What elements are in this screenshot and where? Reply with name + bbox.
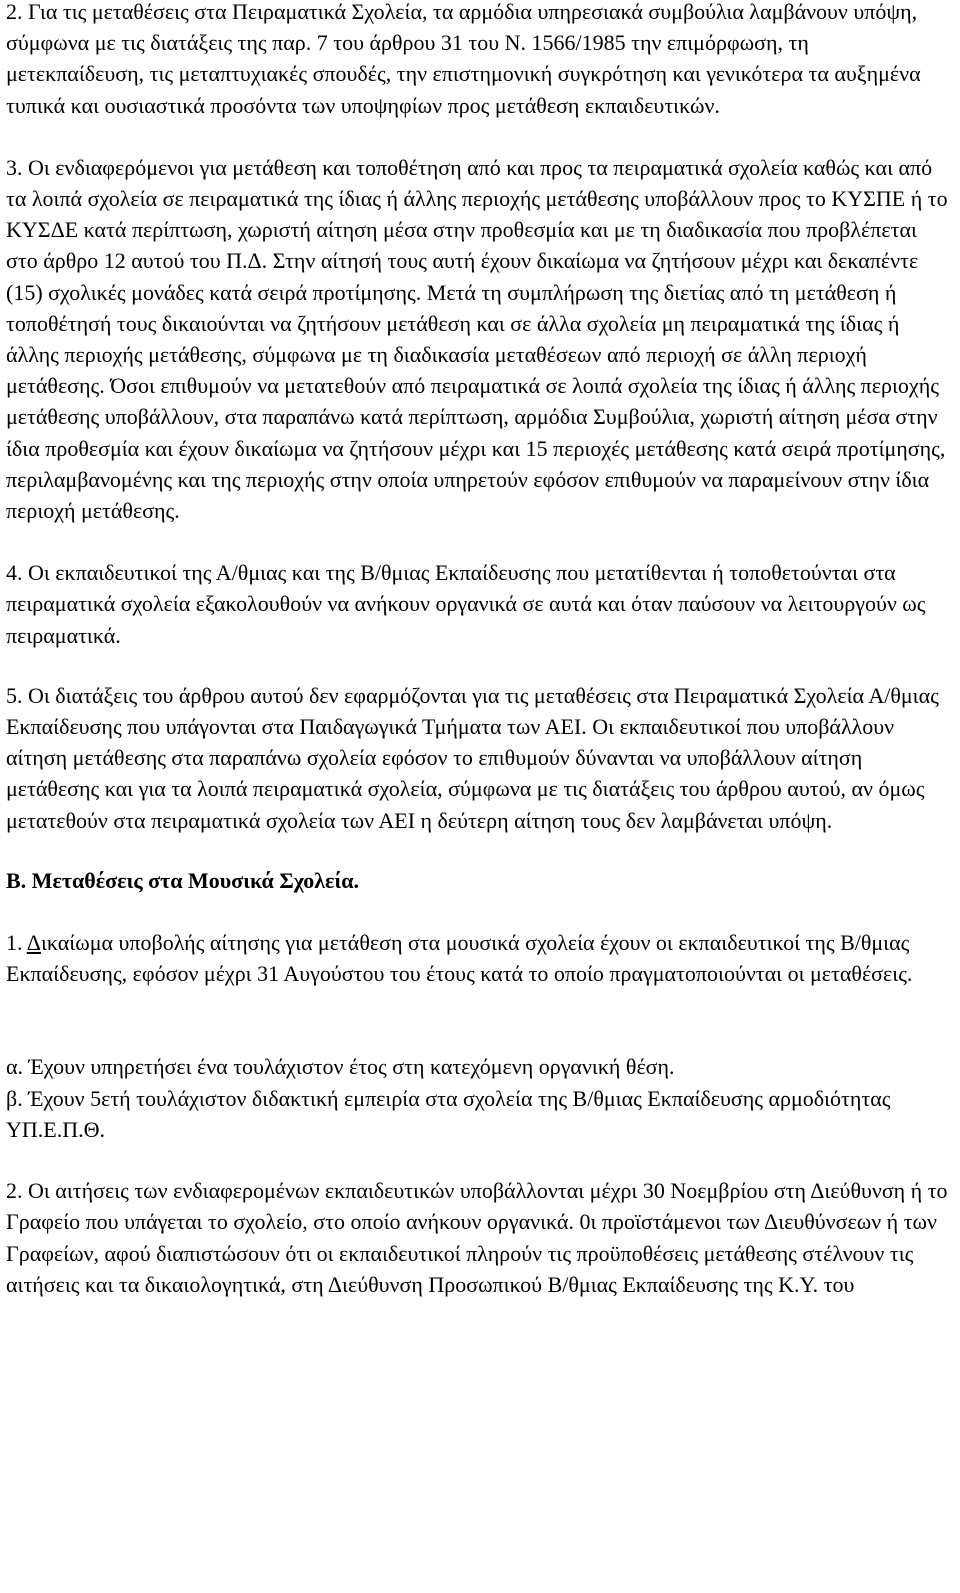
paragraph-3: 3. Οι ενδιαφερόμενοι για μετάθεση και τοποθέτηση από και προς τα πειραματικά σχολεία καθώς και από τα λοιπά σχολεία σε πειραματικά της ίδιας ή άλλης περιοχής μετάθεσης υποβάλλουν προς το ΚΥΣΠΕ ή το ΚΥΣΔΕ κατά περίπτωση, χωριστή αίτηση μέσα στην προθεσμία και με τη διαδικασία που προβλέπεται στο άρθρο 12 αυτού του Π.Δ. Στην αίτησή τους αυτή έχουν δικαίωμα να ζητήσουν μέχρι και δεκαπέντε (15) σχολικές μονάδες κατά σειρά προτίμησης. Μετά τη συμπλήρωση της διετίας από τη μετάθεση ή τοποθέτησή τους δικαιούνται να ζητήσουν μετάθεση και σε άλλα σχολεία μη πειραματικά της ίδιας ή άλλης περιοχής μετάθεσης, σύμφωνα με τη διαδικασία μεταθέσεων από περιοχή σε άλλη περιοχή μετάθεσης. Όσοι επιθυμούν να μετατεθούν από πειραματικά σε λοιπά σχολεία της ίδιας ή άλλης περιοχής μετάθεσης υποβάλλουν, στα παραπάνω κατά περίπτωση, αρμόδια Συμβούλια, χωριστή αίτηση μέσα στην ίδια προθεσμία και έχουν δικαίωμα να ζητήσουν μέχρι και 15 περιοχές μετάθεσης κατά σειρά προτίμησης, περιλαμβανομένης και της περιοχής στην οποία υπηρετούν εφόσον επιθυμούν να παραμείνουν στην ίδια περιοχή μετάθεσης. [6, 154, 948, 524]
paragraph-b1-underlined-letter: Δ [26, 930, 41, 956]
paragraph-5: 5. Οι διατάξεις του άρθρου αυτού δεν εφαρμόζονται για τις μεταθέσεις στα Πειραματικά Σχολεία Α/θμιας Εκπαίδευσης που υπάγονται στα Παιδαγωγικά Τμήματα των ΑΕΙ. Οι εκπαιδευτικοί που υποβάλλουν αίτηση μετάθεσης στα παραπάνω σχολεία εφόσον το επιθυμούν δύνανται να υποβάλλουν αίτηση μετάθεσης και για τα λοιπά πειραματικά σχολεία, σύμφωνα με τις διατάξεις του άρθρου αυτού, αν όμως μετατεθούν στα πειραματικά σχολεία των ΑΕΙ η δεύτερη αίτηση τους δεν λαμβάνεται υπόψη. [6, 682, 939, 833]
section-heading-b: Β. Μεταθέσεις στα Μουσικά Σχολεία. [6, 867, 360, 893]
paragraph-b1-text: ικαίωμα υποβολής αίτησης για μετάθεση στα μουσικά σχολεία έχουν οι εκπαιδευτικοί της Β/θμιας Εκπαίδευσης, εφόσον μέχρι 31 Αυγούστου του έτους κατά το οποίο πραγματοποιούνται οι μεταθέσεις. [6, 930, 913, 987]
paragraph-b2: 2. Οι αιτήσεις των ενδιαφερομένων εκπαιδευτικών υποβάλλονται μέχρι 30 Νοεμβρίου στη Διεύθυνση ή το Γραφείο που υπάγεται το σχολείο, στο οποίο ανήκουν οργανικά. 0ι προϊστάμενοι των Διευθύνσεων ή των Γραφείων, αφού διαπιστώσουν ότι οι εκπαιδευτικοί πληρούν τις προϋποθέσεις μετάθεσης στέλνουν τις αιτήσεις και τα δικαιολογητικά, στη Διεύθυνση Προσωπικού Β/θμιας Εκπαίδευσης της Κ.Υ. του [6, 1178, 948, 1297]
paragraph-b1 [6, 927, 952, 989]
paragraph-2: 2. Για τις μεταθέσεις στα Πειραματικά Σχολεία, τα αρμόδια υπηρεσιακά συμβούλια λαμβάνουν υπόψη, σύμφωνα με τις διατάξεις της παρ. 7 του άρθρου 31 του Ν. 1566/1985 την επιμόρφωση, τη μετεκπαίδευση, τις μεταπτυχιακές σπουδές, την επιστημονική συγκρότηση και γενικότερα τα αυξημένα τυπικά και ουσιαστικά προσόντα των υποψηφίων προς μετάθεση εκπαιδευτικών. [6, 0, 921, 118]
condition-a: α. Έχουν υπηρετήσει ένα τουλάχιστον έτος στη κατεχόμενη οργανική θέση. [6, 1054, 675, 1080]
document-page [6, 0, 952, 1300]
condition-b: β. Έχουν 5ετή τουλάχιστον διδακτική εμπειρία στα σχολεία της Β/θμιας Εκπαίδευσης αρμοδιότητας ΥΠ.Ε.Π.Θ. [6, 1085, 891, 1142]
paragraph-4: 4. Οι εκπαιδευτικοί της Α/θμιας και της Β/θμιας Εκπαίδευσης που μετατίθενται ή τοποθετούνται στα πειραματικά σχολεία εξακολουθούν να ανήκουν οργανικά σε αυτά και όταν παύσουν να λειτουργούν ως πειραματικά. [6, 560, 926, 648]
paragraph-b1-number: 1. [6, 930, 27, 956]
